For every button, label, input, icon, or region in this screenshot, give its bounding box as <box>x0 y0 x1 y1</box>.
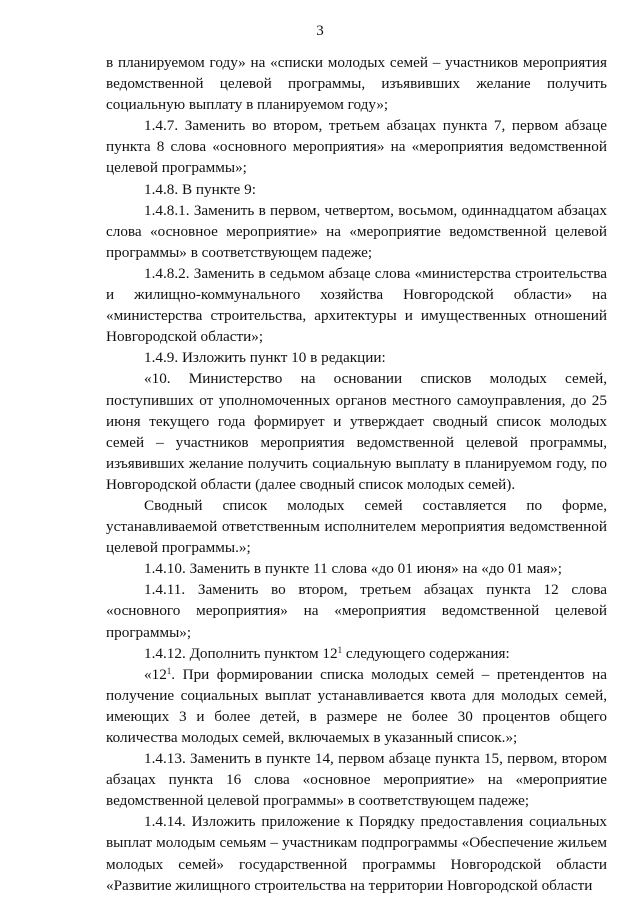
paragraph-point-12-1-text: . При формировании списка молодых семей – претендентов на получение социальных выплат устанавливается квота для молодых семей, имеющих 3 и более детей, в размере не более 30 процентов общего количества молодых семей, включаемых в указанный список.»; <box>106 665 607 746</box>
paragraph-point-10: «10. Министерство на основании списков молодых семей, поступивших от уполномоченных органов местного самоуправления, до 25 июня текущего года формирует и утверждает сводный список молодых семей – участников мероприятия ведомственной целевой программы, изъявивших желание получить социальную выплату в планируемом году, по Новгородской области (далее сводный список молодых семей). <box>106 370 607 493</box>
superscript-index: 1 <box>337 644 343 655</box>
paragraph-1-4-8-2: 1.4.8.2. Заменить в седьмом абзаце слова «министерства строительства и жилищно-коммунального хозяйства Новгородской области» на «министерства строительства, архитектуры и имущественных отношений Новгородской области»; <box>106 264 607 346</box>
paragraph-1-4-7: 1.4.7. Заменить во втором, третьем абзацах пункта 7, первом абзаце пункта 8 слова «основного мероприятия» на «мероприятия ведомственной целевой программы»; <box>106 117 607 177</box>
paragraph-1-4-13: 1.4.13. Заменить в пункте 14, первом абзаце пункта 15, первом, втором абзацах пункта 16 слова «основное мероприятие» на «мероприятие ведомственной целевой программы» в соответствующем падеже; <box>106 750 607 810</box>
paragraph-1-4-12-text: 1.4.12. Дополнить пунктом 12 <box>144 644 338 662</box>
paragraph-1-4-8: 1.4.8. В пункте 9: <box>144 180 256 198</box>
document-body <box>106 52 607 896</box>
paragraph-1-4-11: 1.4.11. Заменить во втором, третьем абзацах пункта 12 слова «основного мероприятия» на «мероприятия ведомственной целевой программы»; <box>106 581 607 641</box>
paragraph-1-4-10: 1.4.10. Заменить в пункте 11 слова «до 01 июня» на «до 01 мая»; <box>144 560 562 578</box>
page-number: 3 <box>316 23 324 39</box>
paragraph-consolidated-list: Сводный список молодых семей составляется по форме, устанавливаемой ответственным исполнителем мероприятия ведомственной целевой программы.»; <box>106 496 607 557</box>
paragraph-point-12-1-start: «12 <box>144 665 167 683</box>
paragraph-1-4-9: 1.4.9. Изложить пункт 10 в редакции: <box>144 349 386 367</box>
paragraph-point-12-1 <box>106 664 607 748</box>
paragraph-1-4-12 <box>106 643 607 664</box>
paragraph-1-4-8-1: 1.4.8.1. Заменить в первом, четвертом, восьмом, одиннадцатом абзацах слова «основное мероприятие» на «мероприятие ведомственной целевой программы» в соответствующем падеже; <box>106 201 607 261</box>
paragraph-continuation: в планируемом году» на «списки молодых семей – участников мероприятия ведомственной целевой программы, изъявивших желание получить социальную выплату в планируемом году»; <box>106 54 607 114</box>
superscript-index: 1 <box>166 665 172 676</box>
paragraph-1-4-12-text-end: следующего содержания: <box>342 644 510 662</box>
paragraph-1-4-14: 1.4.14. Изложить приложение к Порядку предоставления социальных выплат молодым семьям – участникам подпрограммы «Обеспечение жильем молодых семей» государственной программы Новгородской области «Развитие жилищного строительства на территории Новгородской области <box>106 813 607 894</box>
